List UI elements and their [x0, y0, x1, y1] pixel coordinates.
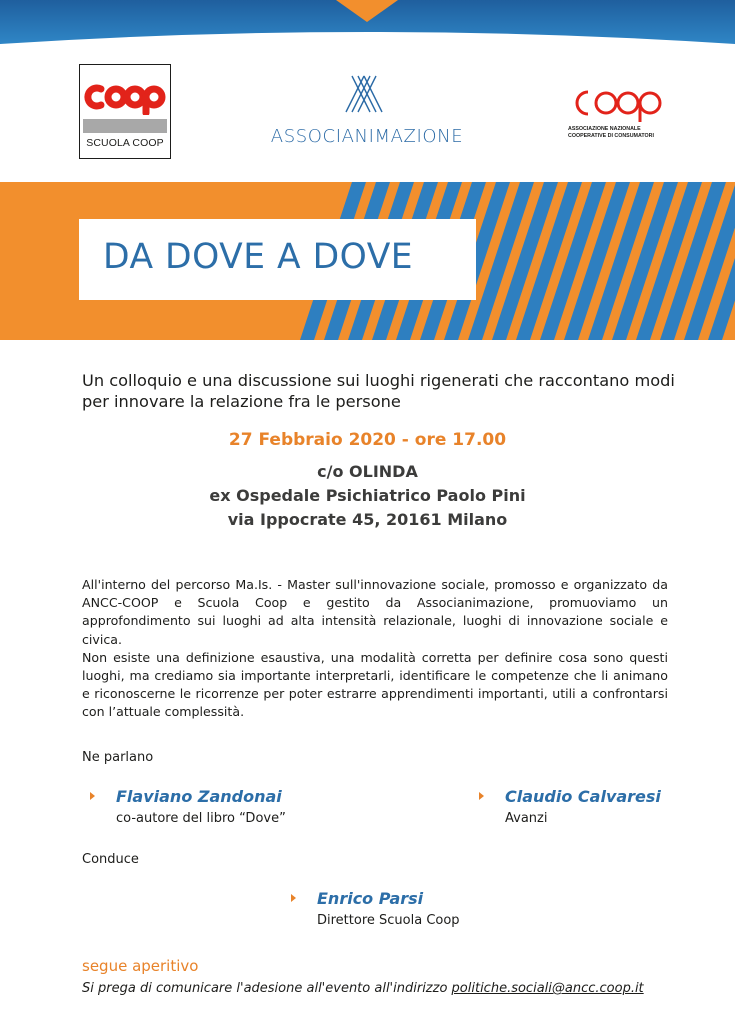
moderator-label: Conduce [82, 852, 139, 867]
associanimazione-name: ASSOCIANIMAZIONE [270, 126, 464, 147]
rsvp-note [82, 981, 644, 996]
speaker-role: Avanzi [505, 811, 548, 826]
speaker-role: co-autore del libro “Dove” [116, 811, 286, 826]
event-date: 27 Febbraio 2020 - ore 17.00 [228, 430, 507, 450]
associanimazione-logo [254, 72, 480, 152]
description-paragraph-2: Non esiste una definizione esaustiva, una modalità corretta per definire cosa sono questi luoghi, ma crediamo sia importante interpretarli, identificare le competenze che li animano e riconoscerne le ricorrenze per poter estrarre apprendimenti importanti, utili a confrontarsi con l’attuale complessità. [82, 649, 668, 720]
aperitivo-note: segue aperitivo [82, 957, 199, 975]
speaker-name: Flaviano Zandonai [116, 787, 282, 806]
speakers-label: Ne parlano [82, 750, 154, 765]
moderator-role: Direttore Scuola Coop [317, 913, 460, 928]
title-box [79, 219, 476, 300]
top-band-graphic [0, 0, 735, 46]
coop-outline-logo-icon [568, 82, 672, 124]
moderator-name: Enrico Parsi [317, 889, 424, 908]
page-title: DA DOVE A DOVE [103, 237, 414, 277]
logo-grey-bar [83, 119, 167, 133]
ancc-line-2: COOPERATIVE DI CONSUMATORI [568, 133, 654, 139]
scuola-coop-label: SCUOLA COOP [86, 137, 164, 149]
rsvp-text: Si prega di comunicare l'adesione all'evento all'indirizzo [82, 981, 452, 996]
rsvp-email-link[interactable]: politiche.sociali@ancc.coop.it [451, 981, 644, 996]
bullet-arrow-icon [479, 792, 484, 800]
event-description [82, 576, 668, 722]
speaker-name: Claudio Calvaresi [505, 787, 661, 806]
ancc-line-1: ASSOCIAZIONE NAZIONALE [568, 126, 641, 132]
venue-building: ex Ospedale Psichiatrico Paolo Pini [209, 486, 526, 505]
associanimazione-mark-icon [342, 72, 386, 116]
event-subtitle: Un colloquio e una discussione sui luoghi rigenerati che raccontano modi per innovare la relazione fra le persone [82, 371, 675, 411]
bullet-arrow-icon [90, 792, 95, 800]
ancc-coop-logo [568, 82, 674, 142]
scuola-coop-logo [79, 64, 171, 159]
coop-logo-icon [83, 79, 167, 115]
bullet-arrow-icon [291, 894, 296, 902]
venue-address: via Ippocrate 45, 20161 Milano [227, 510, 508, 529]
venue-name: c/o OLINDA [317, 462, 418, 481]
description-paragraph-1: All'interno del percorso Ma.Is. - Master sull'innovazione sociale, promosso e organizzato da ANCC-COOP e Scuola Coop e gestito da Associanimazione, promuoviamo un approfondimento sui luoghi ad alta intensità relazionale, luoghi di innovazione sociale e civica. [82, 577, 668, 647]
